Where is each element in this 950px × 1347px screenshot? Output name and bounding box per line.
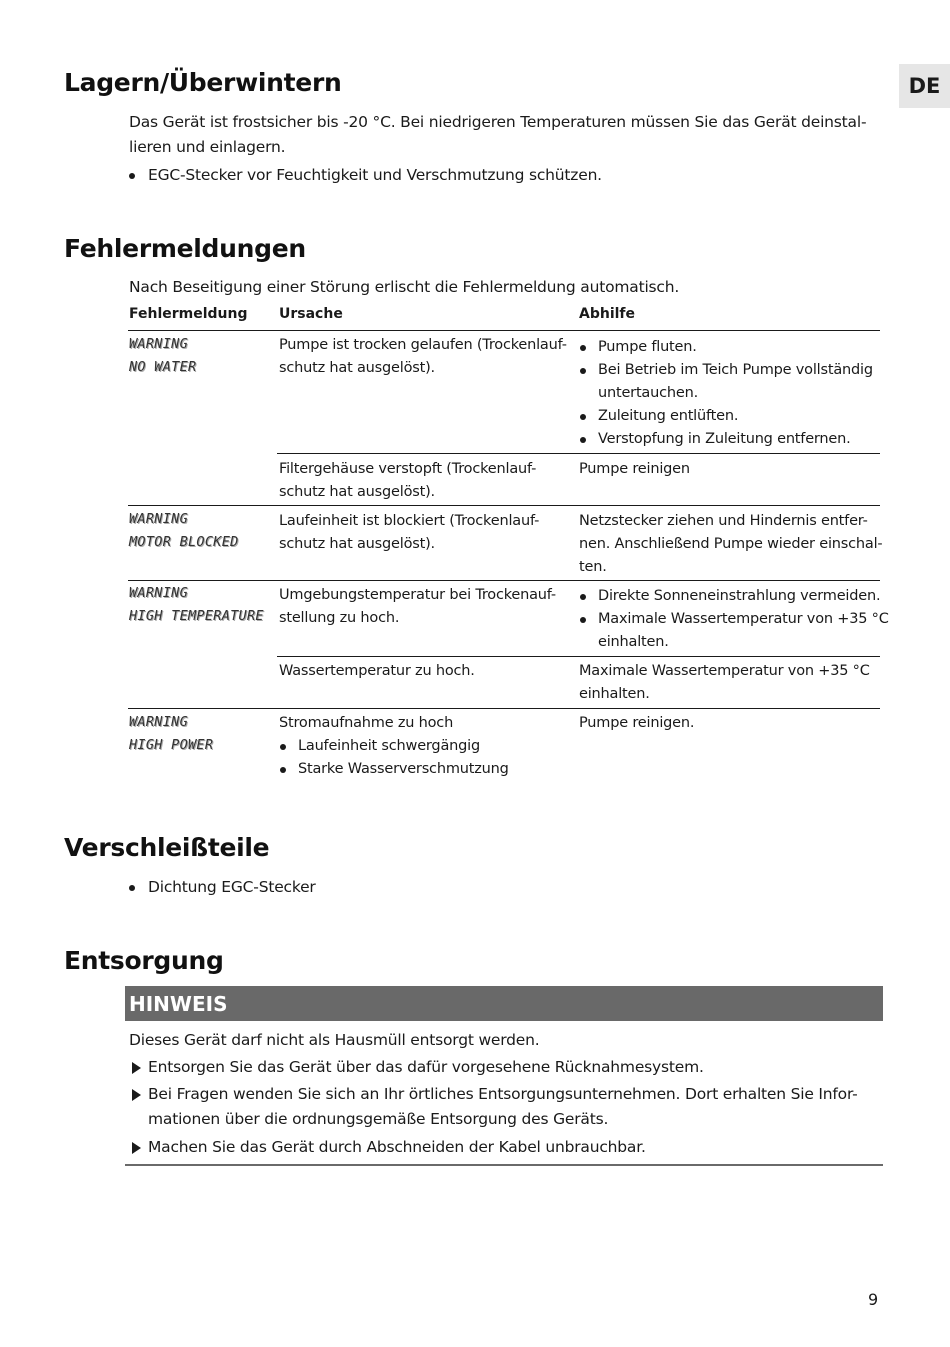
bullet-dot-icon [129,173,135,179]
table-row-rule [128,505,880,506]
storage-text-line-1: Das Gerät ist frostsicher bis -20 °C. Bei niedrigeren Temperaturen müssen Sie das Gerät deinstal- [129,113,867,131]
arrow-right-icon [132,1062,141,1074]
table-header-rule [128,330,880,331]
error-code-line: HIGH POWER [129,737,214,753]
table-subrow-rule [277,453,880,454]
remedy-bullet [598,336,697,359]
cause-line: Laufeinheit ist blockiert (Trockenlauf- [279,513,540,529]
disposal-step-text: Bei Fragen wenden Sie sich an Ihr örtliches Entsorgungsunternehmen. Dort erhalten Sie Infor- [148,1085,858,1103]
disposal-step-continuation: mationen über die ordnungsgemäße Entsorgung des Geräts. [148,1110,609,1128]
bullet-dot-icon [580,368,586,374]
cause-bullet [298,735,480,758]
cause-line: Pumpe ist trocken gelaufen (Trockenlauf- [279,337,567,353]
remedy-text: einhalten. [579,686,650,702]
notice-bottom-rule [125,1164,883,1166]
bullet-dot-icon [580,414,586,420]
remedy-text: Direkte Sonneneinstrahlung vermeiden. [598,588,881,604]
error-code-line: MOTOR BLOCKED [129,534,239,550]
page-number: 9 [868,1290,879,1309]
bullet-dot-icon [280,767,286,773]
cause-line: Stromaufnahme zu hoch [279,715,454,731]
errors-intro: Nach Beseitigung einer Störung erlischt die Fehlermeldung automatisch. [129,278,680,296]
language-tab: DE [899,64,950,108]
disposal-step [148,1135,883,1160]
cause-text: Laufeinheit schwergängig [298,738,480,754]
remedy-text: untertauchen. [598,385,698,401]
remedy-text: ten. [579,559,607,575]
storage-bullet [148,164,602,187]
table-row-rule [128,708,880,709]
remedy-text: Verstopfung in Zuleitung entfernen. [598,431,851,447]
error-code-line: WARNING [129,336,188,352]
cause-bullet [298,758,509,781]
remedy-text: einhalten. [598,634,669,650]
disposal-heading: Entsorgung [64,946,224,975]
cause-text: Starke Wasserverschmutzung [298,761,509,777]
table-subrow-rule [277,656,880,657]
disposal-step [148,1082,883,1107]
bullet-dot-icon [129,885,135,891]
remedy-text: Maximale Wassertemperatur von +35 °C [598,611,889,627]
error-code-line: WARNING [129,714,188,730]
notice-banner: HINWEIS [125,986,883,1021]
remedy-text: Pumpe fluten. [598,339,697,355]
remedy-text: Bei Betrieb im Teich Pumpe vollständig [598,362,873,378]
cause-line: schutz hat ausgelöst). [279,360,435,376]
storage-bullet-text: EGC-Stecker vor Feuchtigkeit und Verschmutzung schützen. [148,166,602,184]
cause-line: Filtergehäuse verstopft (Trockenlauf- [279,461,537,477]
cause-line: stellung zu hoch. [279,610,400,626]
disposal-step-text: Entsorgen Sie das Gerät über das dafür vorgesehene Rücknahmesystem. [148,1058,704,1076]
remedy-text: Zuleitung entlüften. [598,408,739,424]
error-code-line: NO WATER [129,359,197,375]
errors-heading: Fehlermeldungen [64,234,306,263]
error-code-line: WARNING [129,585,188,601]
error-code-line: HIGH TEMPERATURE [129,608,264,624]
cause-line: Wassertemperatur zu hoch. [279,663,475,679]
cause-line: Umgebungstemperatur bei Trockenauf- [279,587,556,603]
table-header-fehlermeldung: Fehlermeldung [129,306,248,322]
bullet-dot-icon [580,594,586,600]
wear-parts-heading: Verschleißteile [64,833,270,862]
disposal-text: Dieses Gerät darf nicht als Hausmüll entsorgt werden. [129,1031,540,1049]
error-code-line: WARNING [129,511,188,527]
wear-parts-bullet [148,876,316,899]
cause-line: schutz hat ausgelöst). [279,536,435,552]
arrow-right-icon [132,1142,141,1154]
remedy-bullet [598,405,738,428]
bullet-dot-icon [280,744,286,750]
wear-parts-text: Dichtung EGC-Stecker [148,878,316,896]
remedy-bullet [598,428,851,451]
bullet-dot-icon [580,437,586,443]
remedy-text: Pumpe reinigen. [579,715,695,731]
table-header-ursache: Ursache [279,306,343,322]
disposal-step [148,1055,883,1080]
storage-heading: Lagern/Überwintern [64,68,342,97]
bullet-dot-icon [580,345,586,351]
remedy-text: Netzstecker ziehen und Hindernis entfer- [579,513,868,529]
disposal-step-text: Machen Sie das Gerät durch Abschneiden der Kabel unbrauchbar. [148,1138,646,1156]
remedy-bullet [598,585,880,608]
table-header-abhilfe: Abhilfe [579,306,636,322]
remedy-text: Maximale Wassertemperatur von +35 °C [579,663,870,679]
remedy-text: nen. Anschließend Pumpe wieder einschal- [579,536,883,552]
arrow-right-icon [132,1089,141,1101]
table-row-rule [128,580,880,581]
bullet-dot-icon [580,617,586,623]
remedy-text: Pumpe reinigen [579,461,690,477]
cause-line: schutz hat ausgelöst). [279,484,435,500]
remedy-bullet [598,608,889,631]
remedy-bullet [598,359,873,382]
storage-text-line-2: lieren und einlagern. [129,138,286,156]
